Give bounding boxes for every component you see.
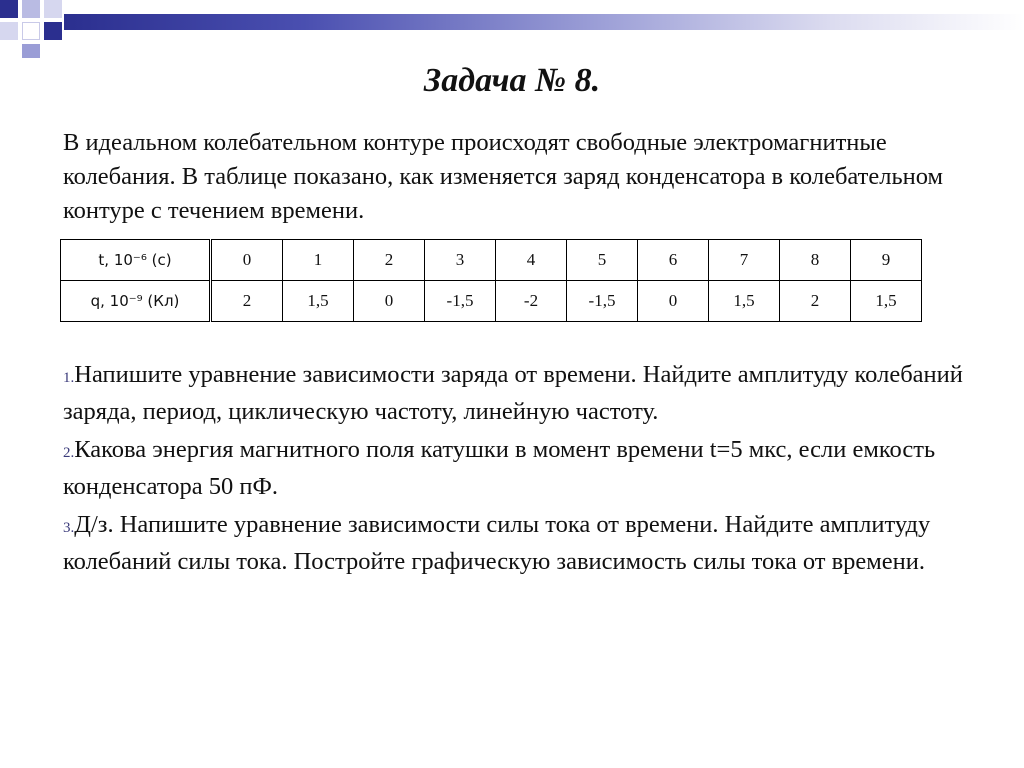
table-cell: 5 bbox=[567, 240, 638, 281]
table-cell: 1,5 bbox=[851, 281, 922, 322]
table-cell: -1,5 bbox=[567, 281, 638, 322]
table-cell: -1,5 bbox=[425, 281, 496, 322]
table-cell: 8 bbox=[780, 240, 851, 281]
time-header-cell: t, 10⁻⁶ (с) bbox=[61, 240, 211, 281]
charge-time-table bbox=[60, 239, 922, 322]
table-cell: 1,5 bbox=[283, 281, 354, 322]
task-number: 2. bbox=[63, 445, 75, 461]
deco-square bbox=[0, 22, 18, 40]
task-list bbox=[63, 358, 983, 583]
list-item bbox=[63, 358, 983, 429]
deco-square bbox=[22, 0, 40, 18]
table-cell: 7 bbox=[709, 240, 780, 281]
deco-square bbox=[44, 22, 62, 40]
header-decoration bbox=[0, 0, 1024, 60]
table-row-time bbox=[61, 240, 922, 281]
table-cell: 1 bbox=[283, 240, 354, 281]
deco-square bbox=[22, 44, 40, 58]
table-cell: -2 bbox=[496, 281, 567, 322]
deco-square bbox=[22, 22, 40, 40]
deco-square bbox=[44, 0, 62, 18]
task-text: Напишите уравнение зависимости заряда от времени. Найдите амплитуду колебаний заряда, период, циклическую частоту, линейную частоту. bbox=[63, 361, 963, 425]
task-text: Какова энергия магнитного поля катушки в момент времени t=5 мкс, если емкость конденсатора 50 пФ. bbox=[63, 436, 936, 500]
problem-intro: В идеальном колебательном контуре происходят свободные электромагнитные колебания. В таблице показано, как изменяется заряд конденсатора в колебательном контуре с течением времени. bbox=[63, 129, 944, 224]
table-cell: 0 bbox=[354, 281, 425, 322]
table-cell: 9 bbox=[851, 240, 922, 281]
list-item bbox=[63, 508, 983, 579]
deco-square bbox=[0, 0, 18, 18]
table-cell: 4 bbox=[496, 240, 567, 281]
table-cell: 2 bbox=[211, 281, 283, 322]
task-number: 1. bbox=[63, 370, 75, 386]
header-gradient-bar bbox=[64, 14, 1024, 30]
table-cell: 2 bbox=[780, 281, 851, 322]
task-number: 3. bbox=[63, 520, 75, 536]
table-cell: 0 bbox=[211, 240, 283, 281]
task-text: Д/з. Напишите уравнение зависимости силы тока от времени. Найдите амплитуду колебаний силы тока. Постройте графическую зависимость силы тока от времени. bbox=[63, 511, 931, 575]
list-item bbox=[63, 433, 983, 504]
table-cell: 0 bbox=[638, 281, 709, 322]
table-cell: 3 bbox=[425, 240, 496, 281]
table-cell: 2 bbox=[354, 240, 425, 281]
table-row-charge bbox=[61, 281, 922, 322]
charge-header-cell: q, 10⁻⁹ (Кл) bbox=[61, 281, 211, 322]
table-cell: 1,5 bbox=[709, 281, 780, 322]
slide-title: Задача № 8. bbox=[423, 62, 601, 99]
table-cell: 6 bbox=[638, 240, 709, 281]
